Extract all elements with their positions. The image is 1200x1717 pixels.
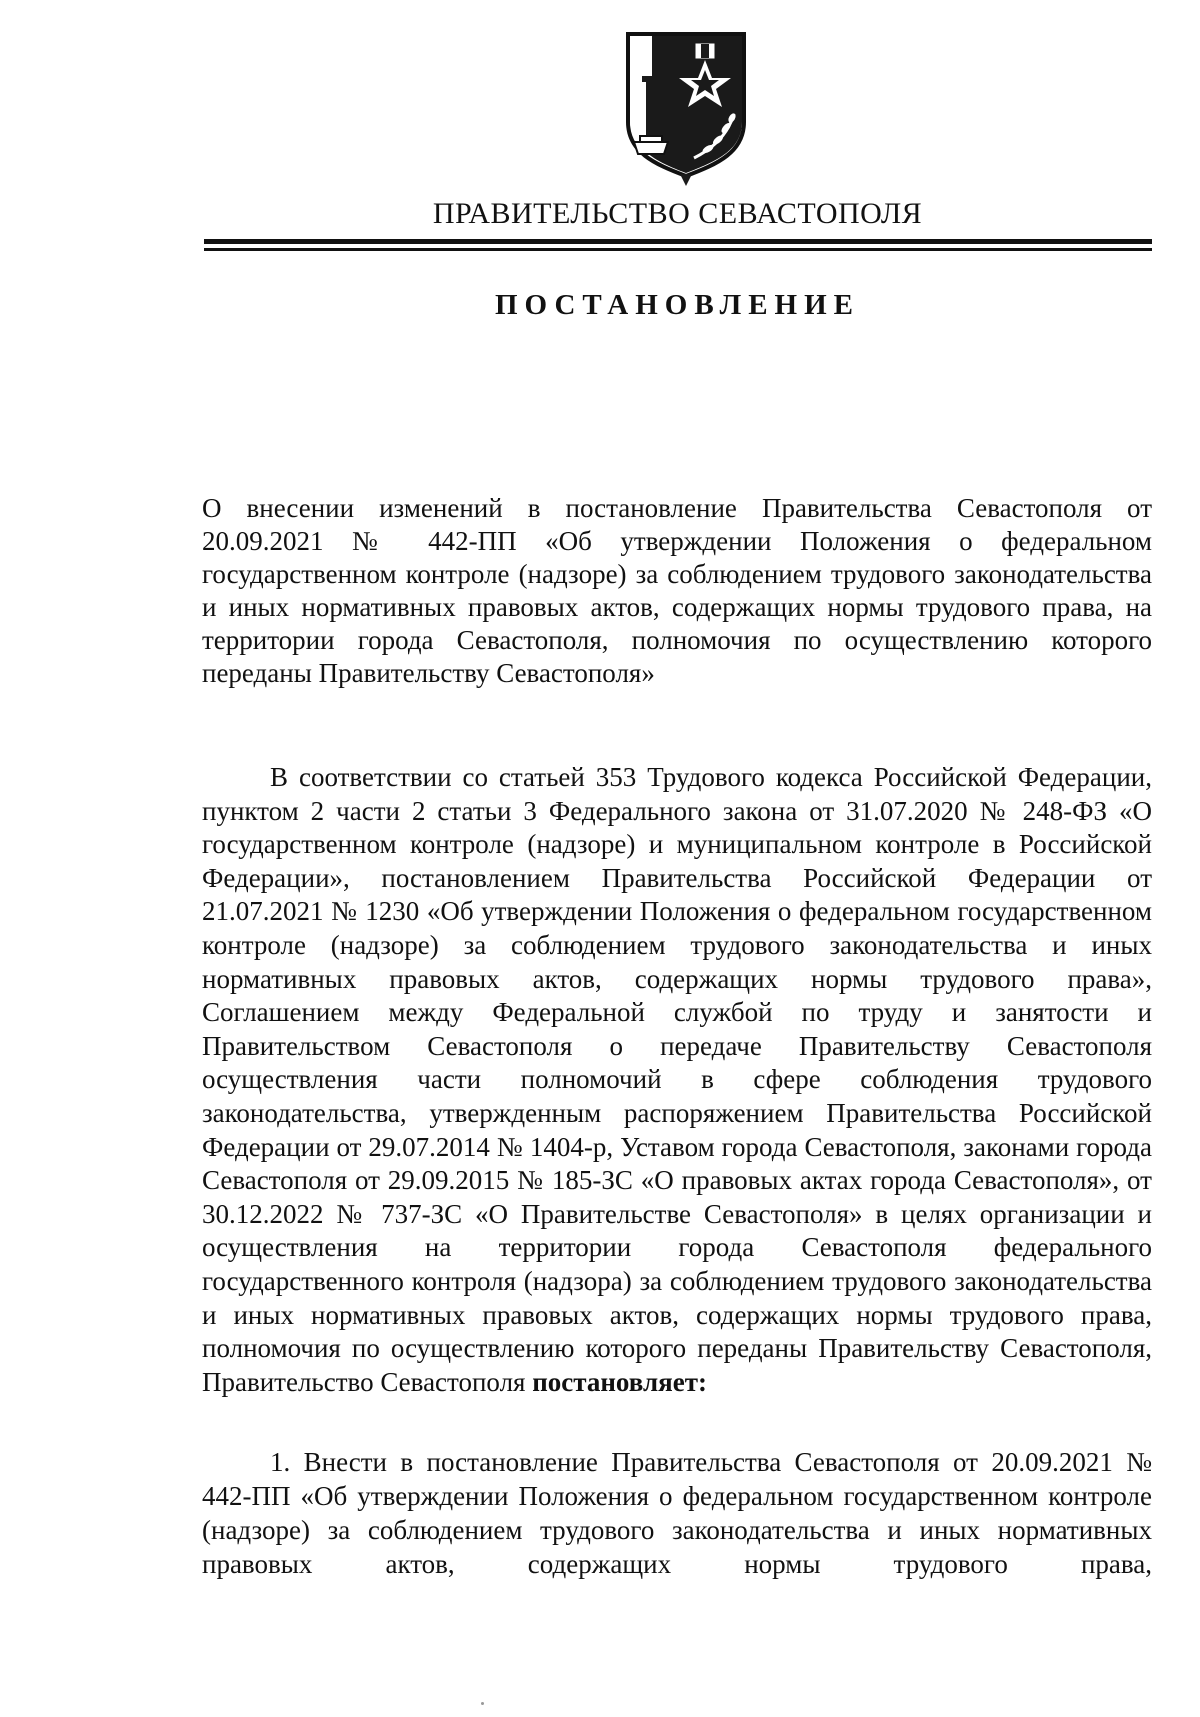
organization-name: ПРАВИТЕЛЬСТВО СЕВАСТОПОЛЯ [432,197,923,230]
preamble-text: В соответствии со статьей 353 Трудового кодекса Российской Федерации, пунктом 2 части 2 статьи 3 Федерального закона от 31.07.2020 № 248-ФЗ «О государственном контроле (надзоре) и муниципальном контроле в Российской Федерации», постановлением Правительства Российской Федерации от 21.07.2021 № 1230 «Об утверждении Положения о федеральном государственном контроле (надзоре) за соблюдением трудового законодательства и иных нормативных правовых актов, содержащих нормы трудового права», Соглашением между Федеральной службой по труду и занятости и Правительством Севастополя о передаче Правительству Севастополя осуществления части полномочий в сфере соблюдения трудового законодательства, утвержденным распоряжением Правительства Российской Федерации от 29.07.2014 № 1404-р, Уставом города Севастополя, законами города Севастополя от 29.09.2015 № 185-ЗС «О правовых актах города Севастополя», от 30.12.2022 № 737-ЗС «О Правительстве Севастополя» в целях организации и осуществления на территории города Севастополя федерального государственного контроля (надзора) за соблюдением трудового законодательства и иных нормативных правовых актов, содержащих нормы трудового права, полномочия по осуществлению которого переданы Правительству Севастополя, Правительство Севастополя [202,762,1152,1397]
page-dot [481,1702,484,1705]
resolution-item [202,1445,1152,1581]
document-preamble [202,761,1152,1399]
item-text: Внести в постановление Правительства Севастополя от 20.09.2021 № 442-ПП «Об утверждении Положения о федеральном государственном контроле (надзоре) за соблюдением трудового законодательства и иных нормативных правовых актов, содержащих нормы трудового права, [202,1447,1153,1579]
document-type-title: ПОСТАНОВЛЕНИЕ [494,289,860,321]
sevastopol-coat-of-arms-icon [622,30,750,188]
item-number: 1. [270,1447,291,1477]
document-subject: О внесении изменений в постановление Правительства Севастополя от 20.09.2021 № 442-ПП «Об утверждении Положения о федеральном государственном контроле (надзоре) за соблюдением трудового законодательства и иных нормативных правовых актов, содержащих нормы трудового права, на территории города Севастополя, полномочия по осуществлению которого переданы Правительству Севастополя» [202,493,1152,688]
resolves-word: постановляет: [532,1366,707,1397]
header-double-rule [204,239,1152,255]
